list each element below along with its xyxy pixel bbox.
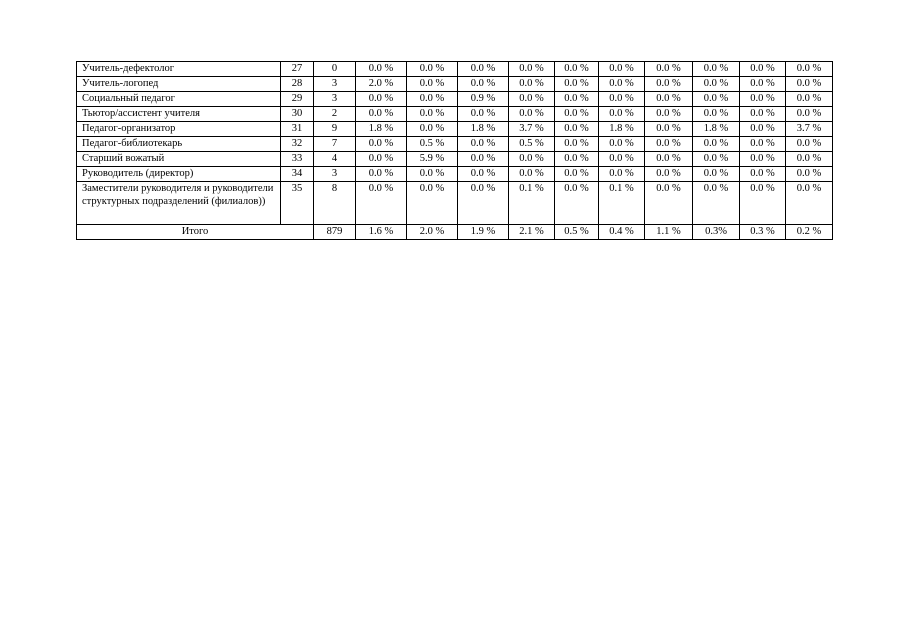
row-code-cell: 32 — [281, 137, 314, 152]
table-row — [77, 92, 833, 107]
percent-cell: 0.0 % — [786, 137, 833, 152]
percent-cell: 0.0 % — [458, 167, 509, 182]
percent-cell: 1.8 % — [693, 122, 740, 137]
percent-cell: 0.0 % — [509, 107, 555, 122]
position-name-cell: Педагог-библиотекарь — [77, 137, 281, 152]
percent-cell: 0.0 % — [740, 92, 786, 107]
percent-cell: 0.0 % — [693, 182, 740, 225]
percent-cell: 0.0 % — [693, 62, 740, 77]
total-count-cell: 879 — [314, 225, 356, 240]
total-percent-cell: 0.2 % — [786, 225, 833, 240]
percent-cell: 0.0 % — [645, 152, 693, 167]
percent-cell: 0.0 % — [407, 107, 458, 122]
position-name-cell: Старший вожатый — [77, 152, 281, 167]
percent-cell: 0.0 % — [693, 77, 740, 92]
percent-cell: 0.0 % — [786, 167, 833, 182]
percent-cell: 3.7 % — [786, 122, 833, 137]
percent-cell: 0.0 % — [645, 167, 693, 182]
position-name-cell: Социальный педагог — [77, 92, 281, 107]
percent-cell: 0.0 % — [599, 137, 645, 152]
percent-cell: 0.0 % — [645, 107, 693, 122]
percent-cell: 0.0 % — [786, 152, 833, 167]
count-cell: 4 — [314, 152, 356, 167]
percent-cell: 0.0 % — [555, 152, 599, 167]
percent-cell: 0.0 % — [458, 182, 509, 225]
total-percent-cell: 0.5 % — [555, 225, 599, 240]
table-body — [77, 62, 833, 240]
table-row — [77, 167, 833, 182]
count-cell: 8 — [314, 182, 356, 225]
percent-cell: 0.0 % — [599, 62, 645, 77]
percent-cell: 0.0 % — [740, 62, 786, 77]
percent-cell: 0.0 % — [356, 107, 407, 122]
row-code-cell: 33 — [281, 152, 314, 167]
percent-cell: 0.0 % — [786, 62, 833, 77]
percent-cell: 0.0 % — [599, 167, 645, 182]
table-row — [77, 152, 833, 167]
percent-cell: 0.0 % — [555, 107, 599, 122]
percent-cell: 0.0 % — [555, 182, 599, 225]
percent-cell: 0.0 % — [740, 122, 786, 137]
percent-cell: 0.5 % — [509, 137, 555, 152]
percent-cell: 0.0 % — [740, 107, 786, 122]
percent-cell: 0.0 % — [407, 77, 458, 92]
total-percent-cell: 0.3% — [693, 225, 740, 240]
percent-cell: 0.0 % — [509, 92, 555, 107]
percent-cell: 0.0 % — [740, 152, 786, 167]
percent-cell: 0.0 % — [458, 107, 509, 122]
row-code-cell: 28 — [281, 77, 314, 92]
table-row — [77, 122, 833, 137]
percent-cell: 0.0 % — [555, 122, 599, 137]
percent-cell: 0.0 % — [555, 77, 599, 92]
percent-cell: 0.0 % — [786, 92, 833, 107]
percent-cell: 0.0 % — [786, 77, 833, 92]
row-code-cell: 31 — [281, 122, 314, 137]
percent-cell: 0.9 % — [458, 92, 509, 107]
row-code-cell: 27 — [281, 62, 314, 77]
percent-cell: 0.0 % — [693, 167, 740, 182]
row-code-cell: 35 — [281, 182, 314, 225]
percent-cell: 0.0 % — [786, 182, 833, 225]
percent-cell: 0.0 % — [645, 62, 693, 77]
percent-cell: 0.0 % — [356, 167, 407, 182]
percent-cell: 0.0 % — [555, 92, 599, 107]
percent-cell: 0.0 % — [645, 77, 693, 92]
percent-cell: 0.0 % — [740, 182, 786, 225]
percent-cell: 0.0 % — [599, 107, 645, 122]
table-row — [77, 62, 833, 77]
percent-cell: 0.1 % — [509, 182, 555, 225]
percent-cell: 0.0 % — [740, 77, 786, 92]
position-name-cell: Педагог-организатор — [77, 122, 281, 137]
percent-cell: 0.0 % — [645, 182, 693, 225]
percent-cell: 0.0 % — [740, 137, 786, 152]
percent-cell: 0.0 % — [356, 62, 407, 77]
percent-cell: 0.0 % — [786, 107, 833, 122]
total-row — [77, 225, 833, 240]
percent-cell: 0.0 % — [740, 167, 786, 182]
percent-cell: 0.0 % — [407, 122, 458, 137]
percent-cell: 0.0 % — [509, 152, 555, 167]
table-row — [77, 182, 833, 225]
percent-cell: 0.0 % — [407, 182, 458, 225]
position-name-cell: Руководитель (директор) — [77, 167, 281, 182]
position-name-cell: Учитель-логопед — [77, 77, 281, 92]
percent-cell: 1.8 % — [356, 122, 407, 137]
position-name-cell: Тьютор/ассистент учителя — [77, 107, 281, 122]
total-percent-cell: 0.3 % — [740, 225, 786, 240]
percent-cell: 0.0 % — [555, 62, 599, 77]
total-percent-cell: 1.1 % — [645, 225, 693, 240]
percent-cell: 0.0 % — [458, 137, 509, 152]
count-cell: 7 — [314, 137, 356, 152]
percent-cell: 0.1 % — [599, 182, 645, 225]
percent-cell: 0.0 % — [407, 62, 458, 77]
percent-cell: 0.0 % — [645, 137, 693, 152]
percent-cell: 1.8 % — [458, 122, 509, 137]
percent-cell: 0.0 % — [599, 92, 645, 107]
percent-cell: 0.0 % — [509, 62, 555, 77]
percent-cell: 5.9 % — [407, 152, 458, 167]
row-code-cell: 29 — [281, 92, 314, 107]
percent-cell: 0.0 % — [599, 152, 645, 167]
count-cell: 0 — [314, 62, 356, 77]
position-name-cell: Заместители руководителя и руководители структурных подразделений (филиалов)) — [77, 182, 281, 225]
row-code-cell: 30 — [281, 107, 314, 122]
percent-cell: 0.0 % — [458, 62, 509, 77]
total-percent-cell: 1.9 % — [458, 225, 509, 240]
percent-cell: 0.5 % — [407, 137, 458, 152]
percent-cell: 0.0 % — [693, 137, 740, 152]
percent-cell: 0.0 % — [356, 152, 407, 167]
table-row — [77, 137, 833, 152]
percent-cell: 0.0 % — [356, 137, 407, 152]
total-label-cell: Итого — [77, 225, 314, 240]
percent-cell: 0.0 % — [599, 77, 645, 92]
table-row — [77, 107, 833, 122]
percent-cell: 0.0 % — [356, 92, 407, 107]
percent-cell: 0.0 % — [693, 152, 740, 167]
percent-cell: 0.0 % — [458, 77, 509, 92]
total-percent-cell: 0.4 % — [599, 225, 645, 240]
percent-cell: 0.0 % — [555, 137, 599, 152]
percent-cell: 0.0 % — [645, 122, 693, 137]
percent-cell: 0.0 % — [509, 77, 555, 92]
percent-cell: 0.0 % — [356, 182, 407, 225]
percent-cell: 0.0 % — [693, 92, 740, 107]
count-cell: 3 — [314, 92, 356, 107]
percent-cell: 2.0 % — [356, 77, 407, 92]
position-name-cell: Учитель-дефектолог — [77, 62, 281, 77]
total-percent-cell: 2.1 % — [509, 225, 555, 240]
count-cell: 3 — [314, 167, 356, 182]
table-row — [77, 77, 833, 92]
total-percent-cell: 1.6 % — [356, 225, 407, 240]
percent-cell: 0.0 % — [407, 92, 458, 107]
count-cell: 3 — [314, 77, 356, 92]
percent-cell: 0.0 % — [693, 107, 740, 122]
total-percent-cell: 2.0 % — [407, 225, 458, 240]
percent-cell: 0.0 % — [509, 167, 555, 182]
count-cell: 2 — [314, 107, 356, 122]
count-cell: 9 — [314, 122, 356, 137]
percent-cell: 0.0 % — [555, 167, 599, 182]
statistics-table — [76, 61, 833, 240]
row-code-cell: 34 — [281, 167, 314, 182]
percent-cell: 0.0 % — [407, 167, 458, 182]
percent-cell: 0.0 % — [458, 152, 509, 167]
percent-cell: 1.8 % — [599, 122, 645, 137]
percent-cell: 0.0 % — [645, 92, 693, 107]
percent-cell: 3.7 % — [509, 122, 555, 137]
